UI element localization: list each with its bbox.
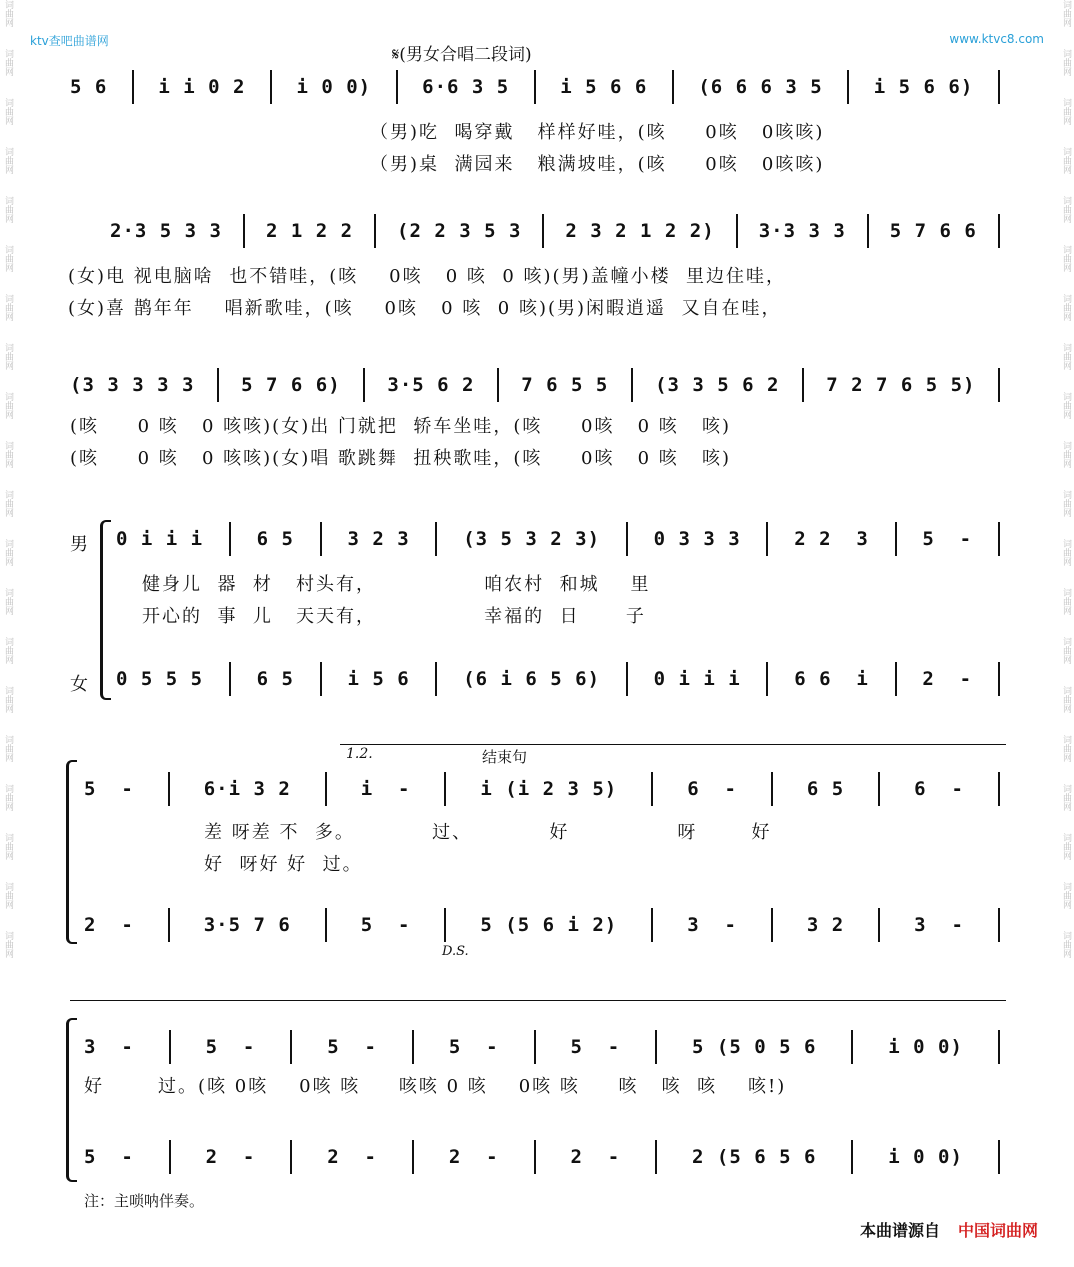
watermark-text: 词曲网 [3,637,13,664]
lyric-verse-1: 差 呀差 不 多。 过、 好 呀 好 [204,822,772,843]
barline [998,214,1000,248]
barline [534,70,536,104]
watermark-text: 词曲网 [1061,539,1071,566]
watermark-text: 词曲网 [3,686,13,713]
watermark-text: 词曲网 [1061,882,1071,909]
barline [736,214,738,248]
watermark-text: 词曲网 [3,49,13,76]
lyric-verse-1: （男)吃 喝穿戴 样样好哇，(咳 0咳 0咳咳) [370,122,825,143]
measure: 3 - [687,914,737,936]
system-brace [100,520,111,700]
volta-label: 1.2. [346,746,373,762]
barline [435,522,437,556]
watermark-text: 词曲网 [1061,686,1071,713]
measure: 5 7 6 6 [889,220,977,242]
barline [270,70,272,104]
measure: 5 - [922,528,973,550]
barline [851,1140,853,1174]
barline [631,368,633,402]
measure: i 5 6 6 [560,76,648,98]
watermark-text: 词曲网 [1061,784,1071,811]
ending-label: 结束句 [482,748,528,766]
male-notes-row [116,522,1006,556]
measure: i 5 6 6) [873,76,974,98]
barline [374,214,376,248]
barline [290,1140,292,1174]
watermark-text: 词曲网 [3,882,13,909]
barline [435,662,437,696]
lyric-verse-1: (咳 0 咳 0 咳咳)(女)出 门就把 轿车坐哇，(咳 0咳 0 咳 咳) [70,416,731,437]
lyric-verse-2: 开心的 事 儿 天天有， 幸福的 日 子 [142,606,646,627]
notes-row [110,214,1006,248]
lyric-verse-2: 好 呀好 好 过。 [204,854,363,875]
measure: 0 3 3 3 [653,528,741,550]
measure: 0 5 5 5 [116,668,204,690]
watermark-text: 词曲网 [3,833,13,860]
measure: 7 2 7 6 5 5) [826,374,976,396]
measure: 2 1 2 2 [265,220,354,242]
watermark-text: 词曲网 [3,441,13,468]
barline [998,662,1000,696]
measure: (3 3 3 3 3 [70,374,195,396]
measure: (6 i 6 5 6) [463,668,601,690]
watermark-text: 词曲网 [3,392,13,419]
lyric-verse-1: 好 过。(咳 0咳 0咳 咳 咳咳 0 咳 0咳 咳 咳 咳 咳 咳!) [84,1076,787,1097]
measure: 5 - [327,1036,377,1058]
measure: 2 (5 6 5 6 [692,1146,817,1168]
measure: 6 5 [256,528,294,550]
barline [320,662,322,696]
measure: (6 6 6 3 5 [698,76,823,98]
measure: 0 i i i [653,668,741,690]
measure: 5 - [360,914,411,936]
watermark-text: 词曲网 [3,588,13,615]
ds-mark: D.S. [442,944,469,959]
watermark-text: 词曲网 [3,294,13,321]
measure: 5 - [84,1146,134,1168]
barline [895,662,897,696]
measure: 3 - [84,1036,134,1058]
site-right-url[interactable]: www.ktvc8.com [949,32,1044,46]
measure: i 0 0) [296,76,372,98]
barline [290,1030,292,1064]
measure: 2 3 2 1 2 2) [565,220,715,242]
measure: 5 - [448,1036,499,1058]
watermark-text: 词曲网 [1061,245,1071,272]
measure: 6 5 [806,778,845,800]
barline [325,772,327,806]
measure: 5 - [205,1036,256,1058]
barline [655,1140,657,1174]
lyric-verse-2: (咳 0 咳 0 咳咳)(女)唱 歌跳舞 扭秧歌哇，(咳 0咳 0 咳 咳) [70,448,731,469]
measure: 2 - [205,1146,256,1168]
barline [766,522,768,556]
male-notes-row [84,1030,1006,1064]
watermark-text: 词曲网 [1061,833,1071,860]
watermark-text: 词曲网 [1061,441,1071,468]
barline [878,908,880,942]
barline [534,1140,536,1174]
female-notes-row [84,908,1006,942]
barline [169,1030,171,1064]
watermark-text: 词曲网 [3,147,13,174]
barline [771,908,773,942]
barline [651,772,653,806]
measure: (2 2 3 5 3 [397,220,522,242]
barline [998,522,1000,556]
footnote: 注：主唢呐伴奏。 [84,1192,205,1210]
measure: 6 5 [256,668,294,690]
measure: 5 7 6 6) [241,374,341,396]
barline [169,1140,171,1174]
barline [396,70,398,104]
measure: 3·3 3 3 [758,220,846,242]
watermark-left [1,0,15,1267]
barline [672,70,674,104]
barline [998,1030,1000,1064]
measure: 2 - [922,668,973,690]
watermark-text: 词曲网 [1061,392,1071,419]
notes-row [70,70,1006,104]
watermark-text: 词曲网 [3,784,13,811]
barline [229,522,231,556]
watermark-text: 词曲网 [3,196,13,223]
watermark-text: 词曲网 [1061,49,1071,76]
barline [325,908,327,942]
barline [771,772,773,806]
measure: 5 (5 0 5 6 [692,1036,817,1058]
measure: 5 (5 6 i 2) [480,914,618,936]
watermark-text: 词曲网 [1061,343,1071,370]
source-brand-link[interactable]: 中国词曲网 [957,1221,1038,1240]
measure: 6 - [914,778,964,800]
measure: 7 6 5 5 [521,374,609,396]
measure: 3 2 [806,914,845,936]
barline [217,368,219,402]
watermark-text: 词曲网 [3,490,13,517]
measure: 3·5 6 2 [387,374,475,396]
measure: 2 2 3 [794,528,869,550]
barline [766,662,768,696]
barline [998,908,1000,942]
barline [412,1030,414,1064]
watermark-text: 词曲网 [1061,196,1071,223]
barline [895,522,897,556]
watermark-text: 词曲网 [1061,294,1071,321]
system-brace [66,1018,77,1182]
barline [168,772,170,806]
barline [229,662,231,696]
barline [444,772,446,806]
measure: i i 0 2 [158,76,246,98]
measure: (3 3 5 6 2 [655,374,780,396]
lyric-verse-2: (女)喜 鹊年年 唱新歌哇，(咳 0咳 0 咳 0 咳)(男)闲暇逍遥 又自在哇， [68,298,782,319]
watermark-text: 词曲网 [1061,931,1071,958]
barline [847,70,849,104]
measure: 5 6 [70,76,108,98]
measure: 6·6 3 5 [422,76,510,98]
watermark-text: 词曲网 [1061,98,1071,125]
watermark-text: 词曲网 [3,931,13,958]
lyric-verse-2: （男)桌 满园来 粮满坡哇，(咳 0咳 0咳咳) [370,154,825,175]
watermark-text: 词曲网 [3,245,13,272]
watermark-text: 词曲网 [1061,147,1071,174]
watermark-text: 词曲网 [3,539,13,566]
measure: 2 - [327,1146,377,1168]
barline [168,908,170,942]
watermark-text: 词曲网 [1061,490,1071,517]
barline [998,70,1000,104]
watermark-text: 词曲网 [1061,0,1071,27]
watermark-text: 词曲网 [1061,735,1071,762]
volta-line [340,744,1006,745]
measure: 2 - [448,1146,499,1168]
watermark-text: 词曲网 [3,98,13,125]
barline [867,214,869,248]
barline [998,368,1000,402]
barline [651,908,653,942]
watermark-text: 词曲网 [3,735,13,762]
measure: 3 - [914,914,964,936]
barline [802,368,804,402]
system-top-line [70,1000,1006,1001]
source-credit [860,1218,1038,1241]
barline [998,1140,1000,1174]
barline [412,1140,414,1174]
measure: 2 - [84,914,134,936]
section-title: 𝄋(男女合唱二段词) [392,45,532,65]
site-left-logo[interactable]: ktv查吧曲谱网 [30,34,109,48]
female-notes-row [84,1140,1006,1174]
measure: 6 - [687,778,737,800]
measure: 3·5 7 6 [203,914,291,936]
measure: i 0 0) [888,1036,963,1058]
notes-row [70,368,1006,402]
male-notes-row [84,772,1006,806]
barline [497,368,499,402]
barline [655,1030,657,1064]
barline [132,70,134,104]
watermark-text: 词曲网 [3,0,13,27]
source-prefix: 本曲谱源自 [859,1221,940,1240]
barline [851,1030,853,1064]
measure: 3 2 3 [347,528,410,550]
measure: 6·i 3 2 [203,778,291,800]
measure: 5 - [84,778,134,800]
lyric-verse-1: (女)电 视电脑啥 也不错哇，(咳 0咳 0 咳 0 咳)(男)盖幢小楼 里边住哇， [68,266,787,287]
measure: i 0 0) [888,1146,963,1168]
barline [444,908,446,942]
barline [363,368,365,402]
watermark-text: 词曲网 [3,343,13,370]
measure: 5 - [570,1036,621,1058]
measure: 6 6 i [794,668,869,690]
barline [626,662,628,696]
barline [998,772,1000,806]
male-part-label: 男 [70,534,88,555]
barline [626,522,628,556]
watermark-text: 词曲网 [1061,588,1071,615]
system-brace [66,760,77,944]
measure: i (i 2 3 5) [480,778,618,800]
measure: i 5 6 [347,668,410,690]
barline [534,1030,536,1064]
barline [243,214,245,248]
measure: (3 5 3 2 3) [463,528,601,550]
measure: i - [360,778,411,800]
female-part-label: 女 [70,674,88,695]
female-notes-row [116,662,1006,696]
lyric-verse-1: 健身儿 器 材 村头有， 咱农村 和城 里 [142,574,651,595]
measure: 0 i i i [116,528,204,550]
watermark-right [1059,0,1073,1267]
barline [542,214,544,248]
measure: 2 - [570,1146,621,1168]
barline [878,772,880,806]
watermark-text: 词曲网 [1061,637,1071,664]
barline [320,522,322,556]
measure: 2·3 5 3 3 [110,220,222,242]
